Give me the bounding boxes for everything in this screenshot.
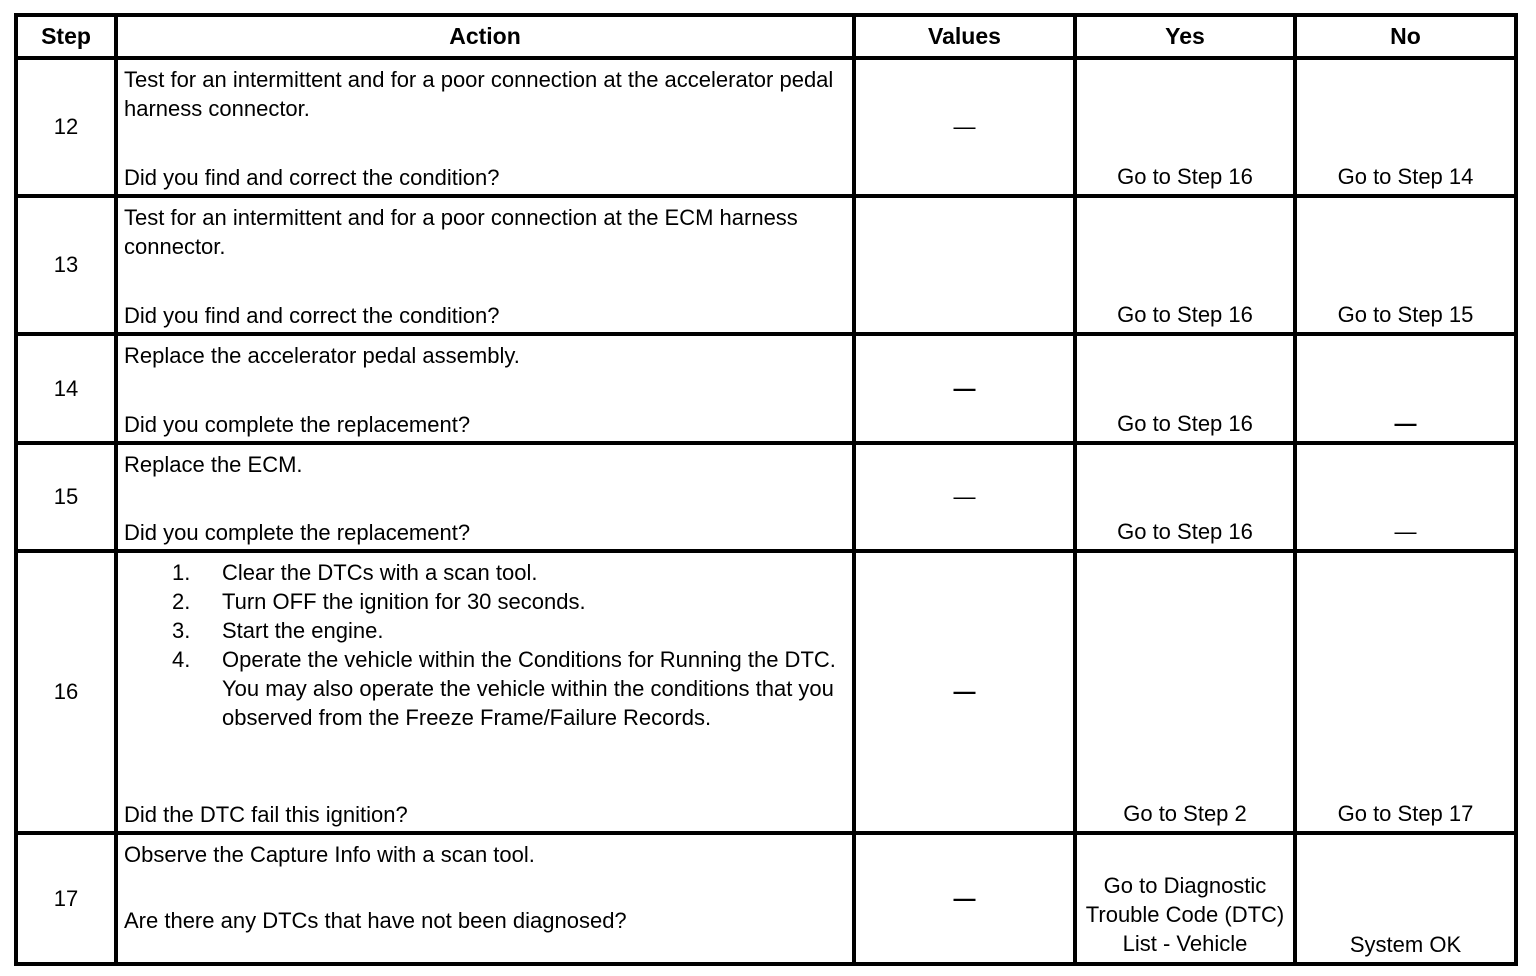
action-cell [116, 443, 854, 551]
header-values: Values [854, 15, 1075, 58]
action-cell [116, 58, 854, 196]
step-number: 14 [16, 334, 116, 443]
list-item: 1. Clear the DTCs with a scan tool. [172, 560, 538, 585]
header-yes: Yes [1075, 15, 1295, 58]
header-action: Action [116, 15, 854, 58]
diagnostic-table [14, 13, 1518, 966]
step-number: 15 [16, 443, 116, 551]
action-text: Test for an intermittent and for a poor connection at the ECM harness connector. [124, 205, 798, 259]
step-number: 16 [16, 551, 116, 833]
action-cell [116, 196, 854, 334]
step-number: 17 [16, 833, 116, 964]
action-cell [116, 833, 854, 964]
header-row [16, 15, 1516, 58]
table-row [16, 443, 1516, 551]
yes-cell: Go to Step 16 [1075, 334, 1295, 443]
action-text: Replace the accelerator pedal assembly. [124, 343, 520, 368]
action-question: Are there any DTCs that have not been diagnosed? [124, 908, 627, 933]
list-item: 4. Operate the vehicle within the Conditions for Running the DTC. You may also operate the vehicle within the conditions that you observed from the Freeze Frame/Failure Records. [172, 647, 836, 730]
step-number: 13 [16, 196, 116, 334]
table-row [16, 58, 1516, 196]
yes-cell: Go to Step 16 [1075, 58, 1295, 196]
dtc-list-link: Go to Diagnostic Trouble Code (DTC) List - Vehicle [1085, 873, 1285, 956]
values-cell: — [854, 58, 1075, 196]
action-cell [116, 551, 854, 833]
action-text: Replace the ECM. [124, 452, 303, 477]
action-question: Did the DTC fail this ignition? [124, 802, 408, 827]
yes-cell: Go to Step 16 [1075, 443, 1295, 551]
no-cell: Go to Step 15 [1295, 196, 1516, 334]
values-cell: — [854, 334, 1075, 443]
action-question: Did you complete the replacement? [124, 520, 471, 545]
table-row [16, 334, 1516, 443]
values-cell: — [854, 443, 1075, 551]
no-cell: Go to Step 17 [1295, 551, 1516, 833]
action-question: Did you find and correct the condition? [124, 165, 500, 190]
no-cell: — [1295, 443, 1516, 551]
list-item: 2. Turn OFF the ignition for 30 seconds. [172, 589, 586, 614]
table-row [16, 551, 1516, 833]
values-cell: — [854, 833, 1075, 964]
numbered-steps [124, 558, 846, 732]
action-text: Observe the Capture Info with a scan tool. [124, 842, 535, 867]
yes-cell: Go to Step 16 [1075, 196, 1295, 334]
yes-cell [1075, 833, 1295, 964]
table-row [16, 833, 1516, 964]
action-cell [116, 334, 854, 443]
list-item: 3. Start the engine. [172, 618, 384, 643]
action-text: Test for an intermittent and for a poor connection at the accelerator pedal harness connector. [124, 67, 834, 121]
action-question: Did you complete the replacement? [124, 412, 471, 437]
action-question: Did you find and correct the condition? [124, 303, 500, 328]
values-cell: — [854, 551, 1075, 833]
table-row [16, 196, 1516, 334]
no-cell: Go to Step 14 [1295, 58, 1516, 196]
values-cell [854, 196, 1075, 334]
yes-cell: Go to Step 2 [1075, 551, 1295, 833]
header-no: No [1295, 15, 1516, 58]
step-number: 12 [16, 58, 116, 196]
no-cell: System OK [1295, 833, 1516, 964]
header-step: Step [16, 15, 116, 58]
no-cell: — [1295, 334, 1516, 443]
